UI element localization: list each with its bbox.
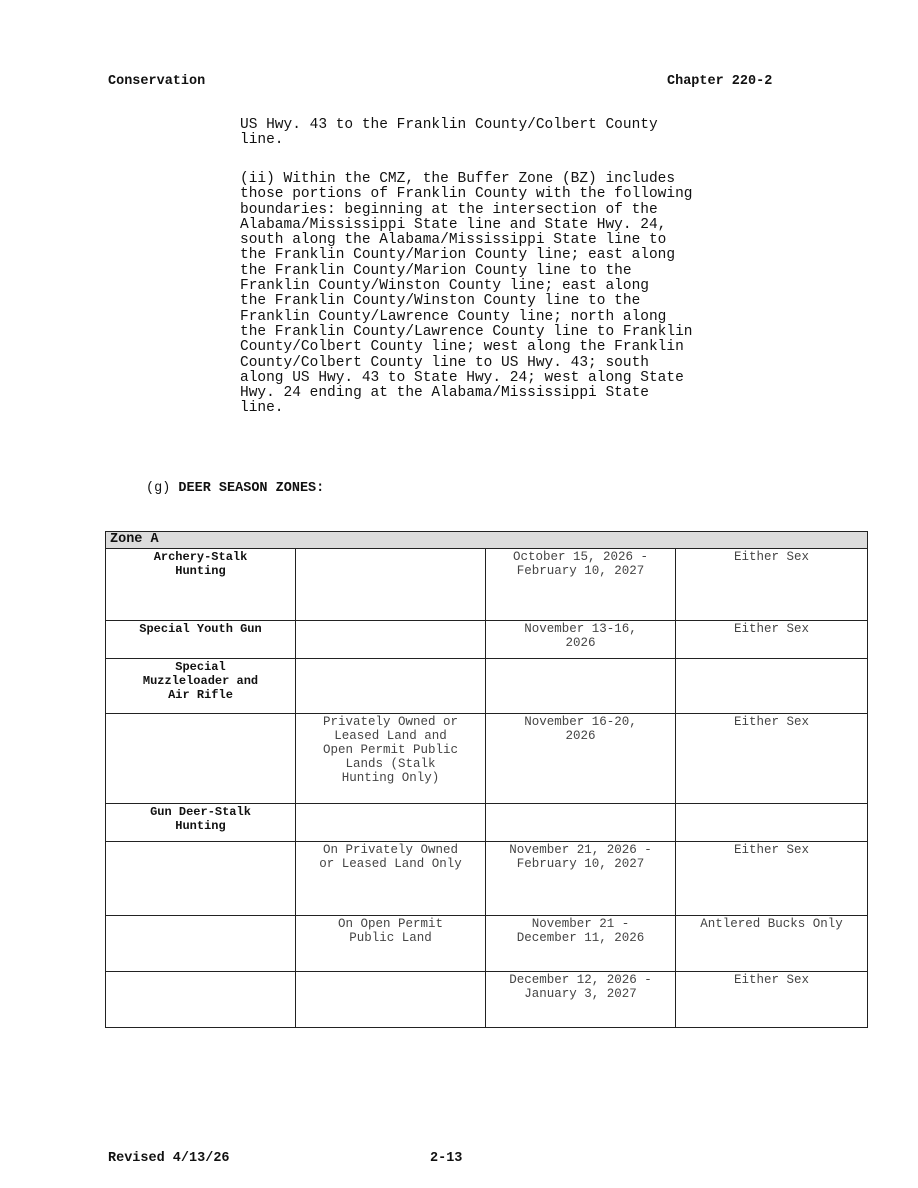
table-row (106, 621, 868, 659)
revision-date: Revised 4/13/26 (108, 1151, 230, 1166)
season-dates-cell: November 21, 2026 - February 10, 2027 (486, 842, 676, 916)
land-type-cell (296, 659, 486, 714)
chapter-number: Chapter 220-2 (667, 74, 773, 89)
deer-season-table (105, 531, 868, 1028)
season-dates-cell: December 12, 2026 - January 3, 2027 (486, 972, 676, 1028)
land-type-cell (296, 804, 486, 842)
section-title: DEER SEASON ZONES: (178, 481, 325, 496)
bag-limit-cell (676, 659, 868, 714)
season-dates-cell: October 15, 2026 - February 10, 2027 (486, 549, 676, 621)
land-type-cell (296, 549, 486, 621)
section-marker: (g) (146, 481, 171, 496)
hunt-type-cell: Archery-Stalk Hunting (106, 549, 296, 621)
land-type-cell: On Open Permit Public Land (296, 916, 486, 972)
season-dates-cell (486, 659, 676, 714)
bag-limit-cell: Either Sex (676, 842, 868, 916)
hunt-type-cell: Special Muzzleloader and Air Rifle (106, 659, 296, 714)
land-type-cell (296, 972, 486, 1028)
table-row (106, 972, 868, 1028)
hunt-type-cell: Special Youth Gun (106, 621, 296, 659)
table-row (106, 842, 868, 916)
land-type-cell: Privately Owned or Leased Land and Open Permit Public Lands (Stalk Hunting Only) (296, 714, 486, 804)
paragraph-continuation: US Hwy. 43 to the Franklin County/Colbert County line. (240, 117, 658, 149)
hunt-type-cell: Gun Deer-Stalk Hunting (106, 804, 296, 842)
bag-limit-cell (676, 804, 868, 842)
season-dates-cell (486, 804, 676, 842)
land-type-cell: On Privately Owned or Leased Land Only (296, 842, 486, 916)
bag-limit-cell: Antlered Bucks Only (676, 916, 868, 972)
hunt-type-cell (106, 714, 296, 804)
chapter-subject: Conservation (108, 74, 206, 89)
season-dates-cell: November 21 - December 11, 2026 (486, 916, 676, 972)
bag-limit-cell: Either Sex (676, 714, 868, 804)
bag-limit-cell: Either Sex (676, 972, 868, 1028)
season-dates-cell: November 16-20, 2026 (486, 714, 676, 804)
table-row (106, 714, 868, 804)
bag-limit-cell: Either Sex (676, 621, 868, 659)
land-type-cell (296, 621, 486, 659)
table-row (106, 916, 868, 972)
hunt-type-cell (106, 972, 296, 1028)
zone-title: Zone A (106, 532, 868, 549)
paragraph-buffer-zone: (ii) Within the CMZ, the Buffer Zone (BZ) includes those portions of Franklin County with the following boundaries: beginning at the intersection of the Alabama/Mississippi State line and State Hwy. 24, south along the Alabama/Mississippi State line to the Franklin County/Marion County line; east along the Franklin County/Marion County line to the Franklin County/Winston County line; east along the Franklin County/Winston County line to the Franklin County/Lawrence County line; north along the Franklin County/Lawrence County line to Franklin County/Colbert County line; west along the Franklin County/Colbert County line to US Hwy. 43; south along US Hwy. 43 to State Hwy. 24; west along State Hwy. 24 ending at the Alabama/Mississippi State line. (240, 171, 693, 417)
table-row (106, 549, 868, 621)
hunt-type-cell (106, 842, 296, 916)
bag-limit-cell: Either Sex (676, 549, 868, 621)
table-row (106, 804, 868, 842)
table-row (106, 659, 868, 714)
section-heading (146, 481, 324, 496)
season-dates-cell: November 13-16, 2026 (486, 621, 676, 659)
page-number: 2-13 (430, 1151, 463, 1166)
hunt-type-cell (106, 916, 296, 972)
